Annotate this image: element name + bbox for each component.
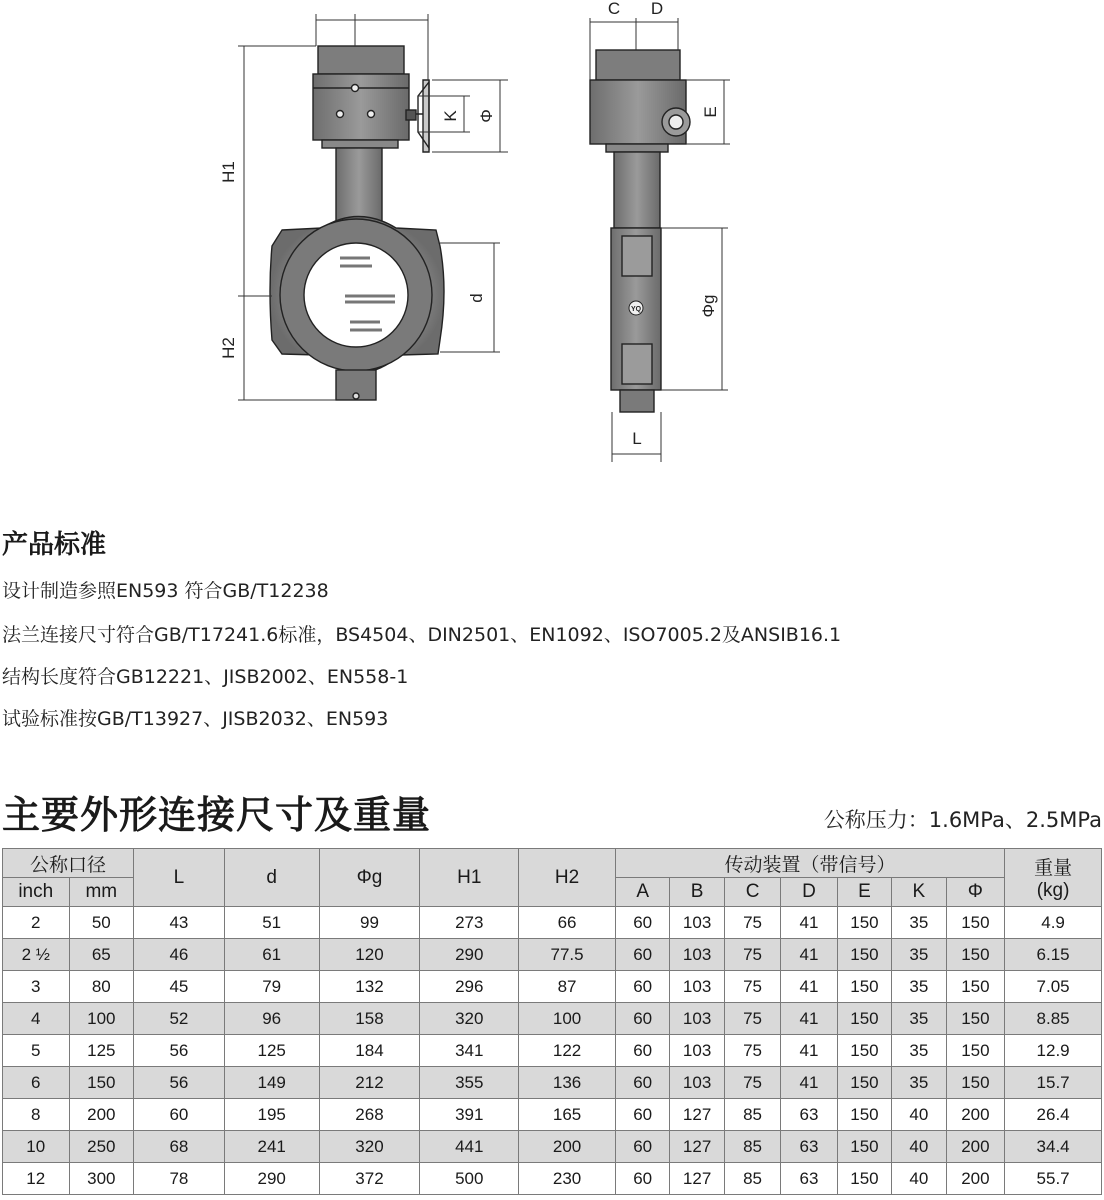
table-cell: 46 (134, 939, 225, 971)
table-cell: 150 (837, 1003, 891, 1035)
table-cell: 52 (134, 1003, 225, 1035)
label-h2: H2 (219, 337, 238, 359)
valve-technical-drawing (0, 0, 1104, 480)
table-cell: 184 (319, 1035, 420, 1067)
header-inch: inch (3, 878, 70, 907)
nominal-pressure: 公称压力：1.6MPa、2.5MPa (823, 808, 1102, 832)
table-cell: 43 (134, 907, 225, 939)
table-cell: 63 (781, 1099, 837, 1131)
table-cell: 50 (69, 907, 134, 939)
table-cell: 149 (224, 1067, 319, 1099)
header-phi: Φ (946, 878, 1005, 907)
table-cell: 2 ½ (3, 939, 70, 971)
table-cell: 12 (3, 1163, 70, 1195)
standard-line: 结构长度符合GB12221、JISB2002、EN558-1 (2, 666, 409, 688)
table-cell: 60 (615, 1131, 669, 1163)
table-cell: 77.5 (519, 939, 616, 971)
table-cell: 391 (420, 1099, 519, 1131)
table-row (3, 1067, 1102, 1099)
table-cell: 85 (724, 1163, 780, 1195)
table-cell: 296 (420, 971, 519, 1003)
side-actuator-cover (596, 50, 680, 80)
table-cell: 441 (420, 1131, 519, 1163)
header-actuator: 传动装置（带信号） (615, 849, 1004, 878)
table-cell: 60 (615, 907, 669, 939)
table-cell: 63 (781, 1163, 837, 1195)
table-cell: 320 (319, 1131, 420, 1163)
table-cell: 136 (519, 1067, 616, 1099)
table-cell: 85 (724, 1099, 780, 1131)
table-cell: 35 (892, 1035, 946, 1067)
header-mm: mm (69, 878, 134, 907)
table-cell: 96 (224, 1003, 319, 1035)
table-cell: 60 (615, 1003, 669, 1035)
table-cell: 200 (946, 1131, 1005, 1163)
table-row (3, 1163, 1102, 1195)
table-cell: 150 (837, 939, 891, 971)
table-cell: 6.15 (1005, 939, 1102, 971)
table-cell: 4 (3, 1003, 70, 1035)
standard-line: 试验标准按GB/T13927、JISB2032、EN593 (2, 708, 389, 730)
table-cell: 4.9 (1005, 907, 1102, 939)
header-d-actuator: D (781, 878, 837, 907)
label-l: L (632, 429, 642, 448)
table-cell: 41 (781, 1067, 837, 1099)
table-cell: 45 (134, 971, 225, 1003)
table-cell: 10 (3, 1131, 70, 1163)
table-cell: 3 (3, 971, 70, 1003)
header-a: A (615, 878, 669, 907)
table-cell: 7.05 (1005, 971, 1102, 1003)
table-cell: 35 (892, 971, 946, 1003)
table-cell: 355 (420, 1067, 519, 1099)
table-cell: 150 (837, 1035, 891, 1067)
table-cell: 60 (615, 1163, 669, 1195)
header-nominal-size: 公称口径 (3, 849, 134, 878)
table-cell: 150 (837, 1163, 891, 1195)
table-cell: 12.9 (1005, 1035, 1102, 1067)
table-cell: 6 (3, 1067, 70, 1099)
table-cell: 132 (319, 971, 420, 1003)
table-cell: 290 (224, 1163, 319, 1195)
table-cell: 150 (946, 971, 1005, 1003)
table-cell: 41 (781, 1035, 837, 1067)
table-cell: 34.4 (1005, 1131, 1102, 1163)
table-cell: 158 (319, 1003, 420, 1035)
table-cell: 2 (3, 907, 70, 939)
table-cell: 103 (670, 907, 724, 939)
header-e: E (837, 878, 891, 907)
header-k: K (892, 878, 946, 907)
table-cell: 15.7 (1005, 1067, 1102, 1099)
dimensions-table (2, 848, 1102, 1195)
table-cell: 60 (615, 1067, 669, 1099)
table-cell: 40 (892, 1163, 946, 1195)
table-cell: 41 (781, 971, 837, 1003)
side-view (590, 50, 690, 412)
table-cell: 125 (224, 1035, 319, 1067)
table-cell: 60 (615, 971, 669, 1003)
header-b: B (670, 878, 724, 907)
table-cell: 150 (837, 1067, 891, 1099)
table-cell: 150 (946, 1067, 1005, 1099)
table-cell: 75 (724, 1067, 780, 1099)
table-cell: 8.85 (1005, 1003, 1102, 1035)
yq-logo-text: YQ (630, 306, 642, 313)
label-phig: Φg (699, 294, 718, 318)
actuator-body (313, 74, 409, 140)
standards-title: 产品标准 (2, 530, 107, 560)
table-cell: 150 (946, 907, 1005, 939)
dimensions-title: 主要外形连接尺寸及重量 (2, 793, 432, 837)
table-cell: 195 (224, 1099, 319, 1131)
table-cell: 150 (837, 971, 891, 1003)
side-stem (614, 152, 660, 228)
table-row (3, 1131, 1102, 1163)
table-cell: 127 (670, 1099, 724, 1131)
table-cell: 26.4 (1005, 1099, 1102, 1131)
table-cell: 80 (69, 971, 134, 1003)
table-cell: 290 (420, 939, 519, 971)
table-body (3, 907, 1102, 1195)
table-cell: 66 (519, 907, 616, 939)
table-cell: 40 (892, 1099, 946, 1131)
table-cell: 56 (134, 1067, 225, 1099)
table-cell: 75 (724, 907, 780, 939)
table-cell: 103 (670, 1067, 724, 1099)
table-cell: 150 (946, 1003, 1005, 1035)
table-row (3, 907, 1102, 939)
table-cell: 41 (781, 1003, 837, 1035)
table-cell: 55.7 (1005, 1163, 1102, 1195)
table-cell: 63 (781, 1131, 837, 1163)
table-cell: 122 (519, 1035, 616, 1067)
table-cell: 372 (319, 1163, 420, 1195)
table-cell: 35 (892, 939, 946, 971)
table-cell: 40 (892, 1131, 946, 1163)
table-cell: 212 (319, 1067, 420, 1099)
table-cell: 65 (69, 939, 134, 971)
table-cell: 103 (670, 971, 724, 1003)
table-cell: 79 (224, 971, 319, 1003)
table-cell: 241 (224, 1131, 319, 1163)
header-l: L (134, 849, 225, 907)
table-cell: 35 (892, 1067, 946, 1099)
table-cell: 35 (892, 1003, 946, 1035)
table-cell: 150 (837, 1131, 891, 1163)
label-d: d (467, 293, 486, 303)
table-cell: 120 (319, 939, 420, 971)
table-cell: 250 (69, 1131, 134, 1163)
standard-line: 法兰连接尺寸符合GB/T17241.6标准，BS4504、DIN2501、EN1092、ISO7005.2及ANSIB16.1 (2, 624, 842, 646)
label-phi: Φ (477, 109, 496, 123)
table-cell: 35 (892, 907, 946, 939)
table-cell: 99 (319, 907, 420, 939)
table-cell: 61 (224, 939, 319, 971)
table-cell: 100 (519, 1003, 616, 1035)
table-cell: 150 (946, 939, 1005, 971)
table-cell: 200 (69, 1099, 134, 1131)
table-cell: 75 (724, 971, 780, 1003)
table-cell: 85 (724, 1131, 780, 1163)
table-cell: 8 (3, 1099, 70, 1131)
table-cell: 127 (670, 1163, 724, 1195)
table-cell: 60 (615, 1099, 669, 1131)
table-cell: 125 (69, 1035, 134, 1067)
valve-stem (336, 148, 382, 226)
table-cell: 103 (670, 1035, 724, 1067)
table-cell: 41 (781, 939, 837, 971)
table-row (3, 971, 1102, 1003)
table-cell: 150 (837, 907, 891, 939)
table-cell: 200 (519, 1131, 616, 1163)
table-cell: 341 (420, 1035, 519, 1067)
table-cell: 273 (420, 907, 519, 939)
table-cell: 150 (946, 1035, 1005, 1067)
table-cell: 500 (420, 1163, 519, 1195)
table-cell: 60 (134, 1099, 225, 1131)
label-d-upper: D (650, 0, 664, 18)
table-cell: 103 (670, 1003, 724, 1035)
table-cell: 200 (946, 1163, 1005, 1195)
table-cell: 150 (69, 1067, 134, 1099)
label-e: E (701, 106, 720, 118)
table-cell: 60 (615, 939, 669, 971)
table-cell: 87 (519, 971, 616, 1003)
table-cell: 127 (670, 1131, 724, 1163)
label-h1: H1 (219, 161, 238, 183)
table-cell: 200 (946, 1099, 1005, 1131)
table-cell: 300 (69, 1163, 134, 1195)
table-cell: 230 (519, 1163, 616, 1195)
table-row (3, 939, 1102, 971)
table-cell: 41 (781, 907, 837, 939)
label-k: K (441, 110, 460, 122)
header-weight-unit: (kg) (1036, 880, 1070, 901)
table-cell: 68 (134, 1131, 225, 1163)
header-h2: H2 (519, 849, 616, 907)
table-cell: 56 (134, 1035, 225, 1067)
standard-line: 设计制造参照EN593 符合GB/T12238 (2, 580, 329, 602)
table-cell: 268 (319, 1099, 420, 1131)
table-cell: 75 (724, 1035, 780, 1067)
table-cell: 100 (69, 1003, 134, 1035)
front-view (270, 46, 444, 400)
actuator-cover (318, 46, 404, 74)
header-h1: H1 (420, 849, 519, 907)
table-cell: 320 (420, 1003, 519, 1035)
table-cell: 78 (134, 1163, 225, 1195)
table-cell: 75 (724, 939, 780, 971)
header-c: C (724, 878, 780, 907)
table-cell: 5 (3, 1035, 70, 1067)
header-weight-label: 重量 (1034, 858, 1073, 879)
table-cell: 75 (724, 1003, 780, 1035)
header-phig: Φg (319, 849, 420, 907)
label-c: C (607, 0, 621, 18)
table-row (3, 1035, 1102, 1067)
table-row (3, 1099, 1102, 1131)
table-cell: 165 (519, 1099, 616, 1131)
table-cell: 103 (670, 939, 724, 971)
table-cell: 51 (224, 907, 319, 939)
header-weight (1005, 849, 1102, 907)
header-d: d (224, 849, 319, 907)
table-row (3, 1003, 1102, 1035)
table-cell: 150 (837, 1099, 891, 1131)
table-cell: 60 (615, 1035, 669, 1067)
